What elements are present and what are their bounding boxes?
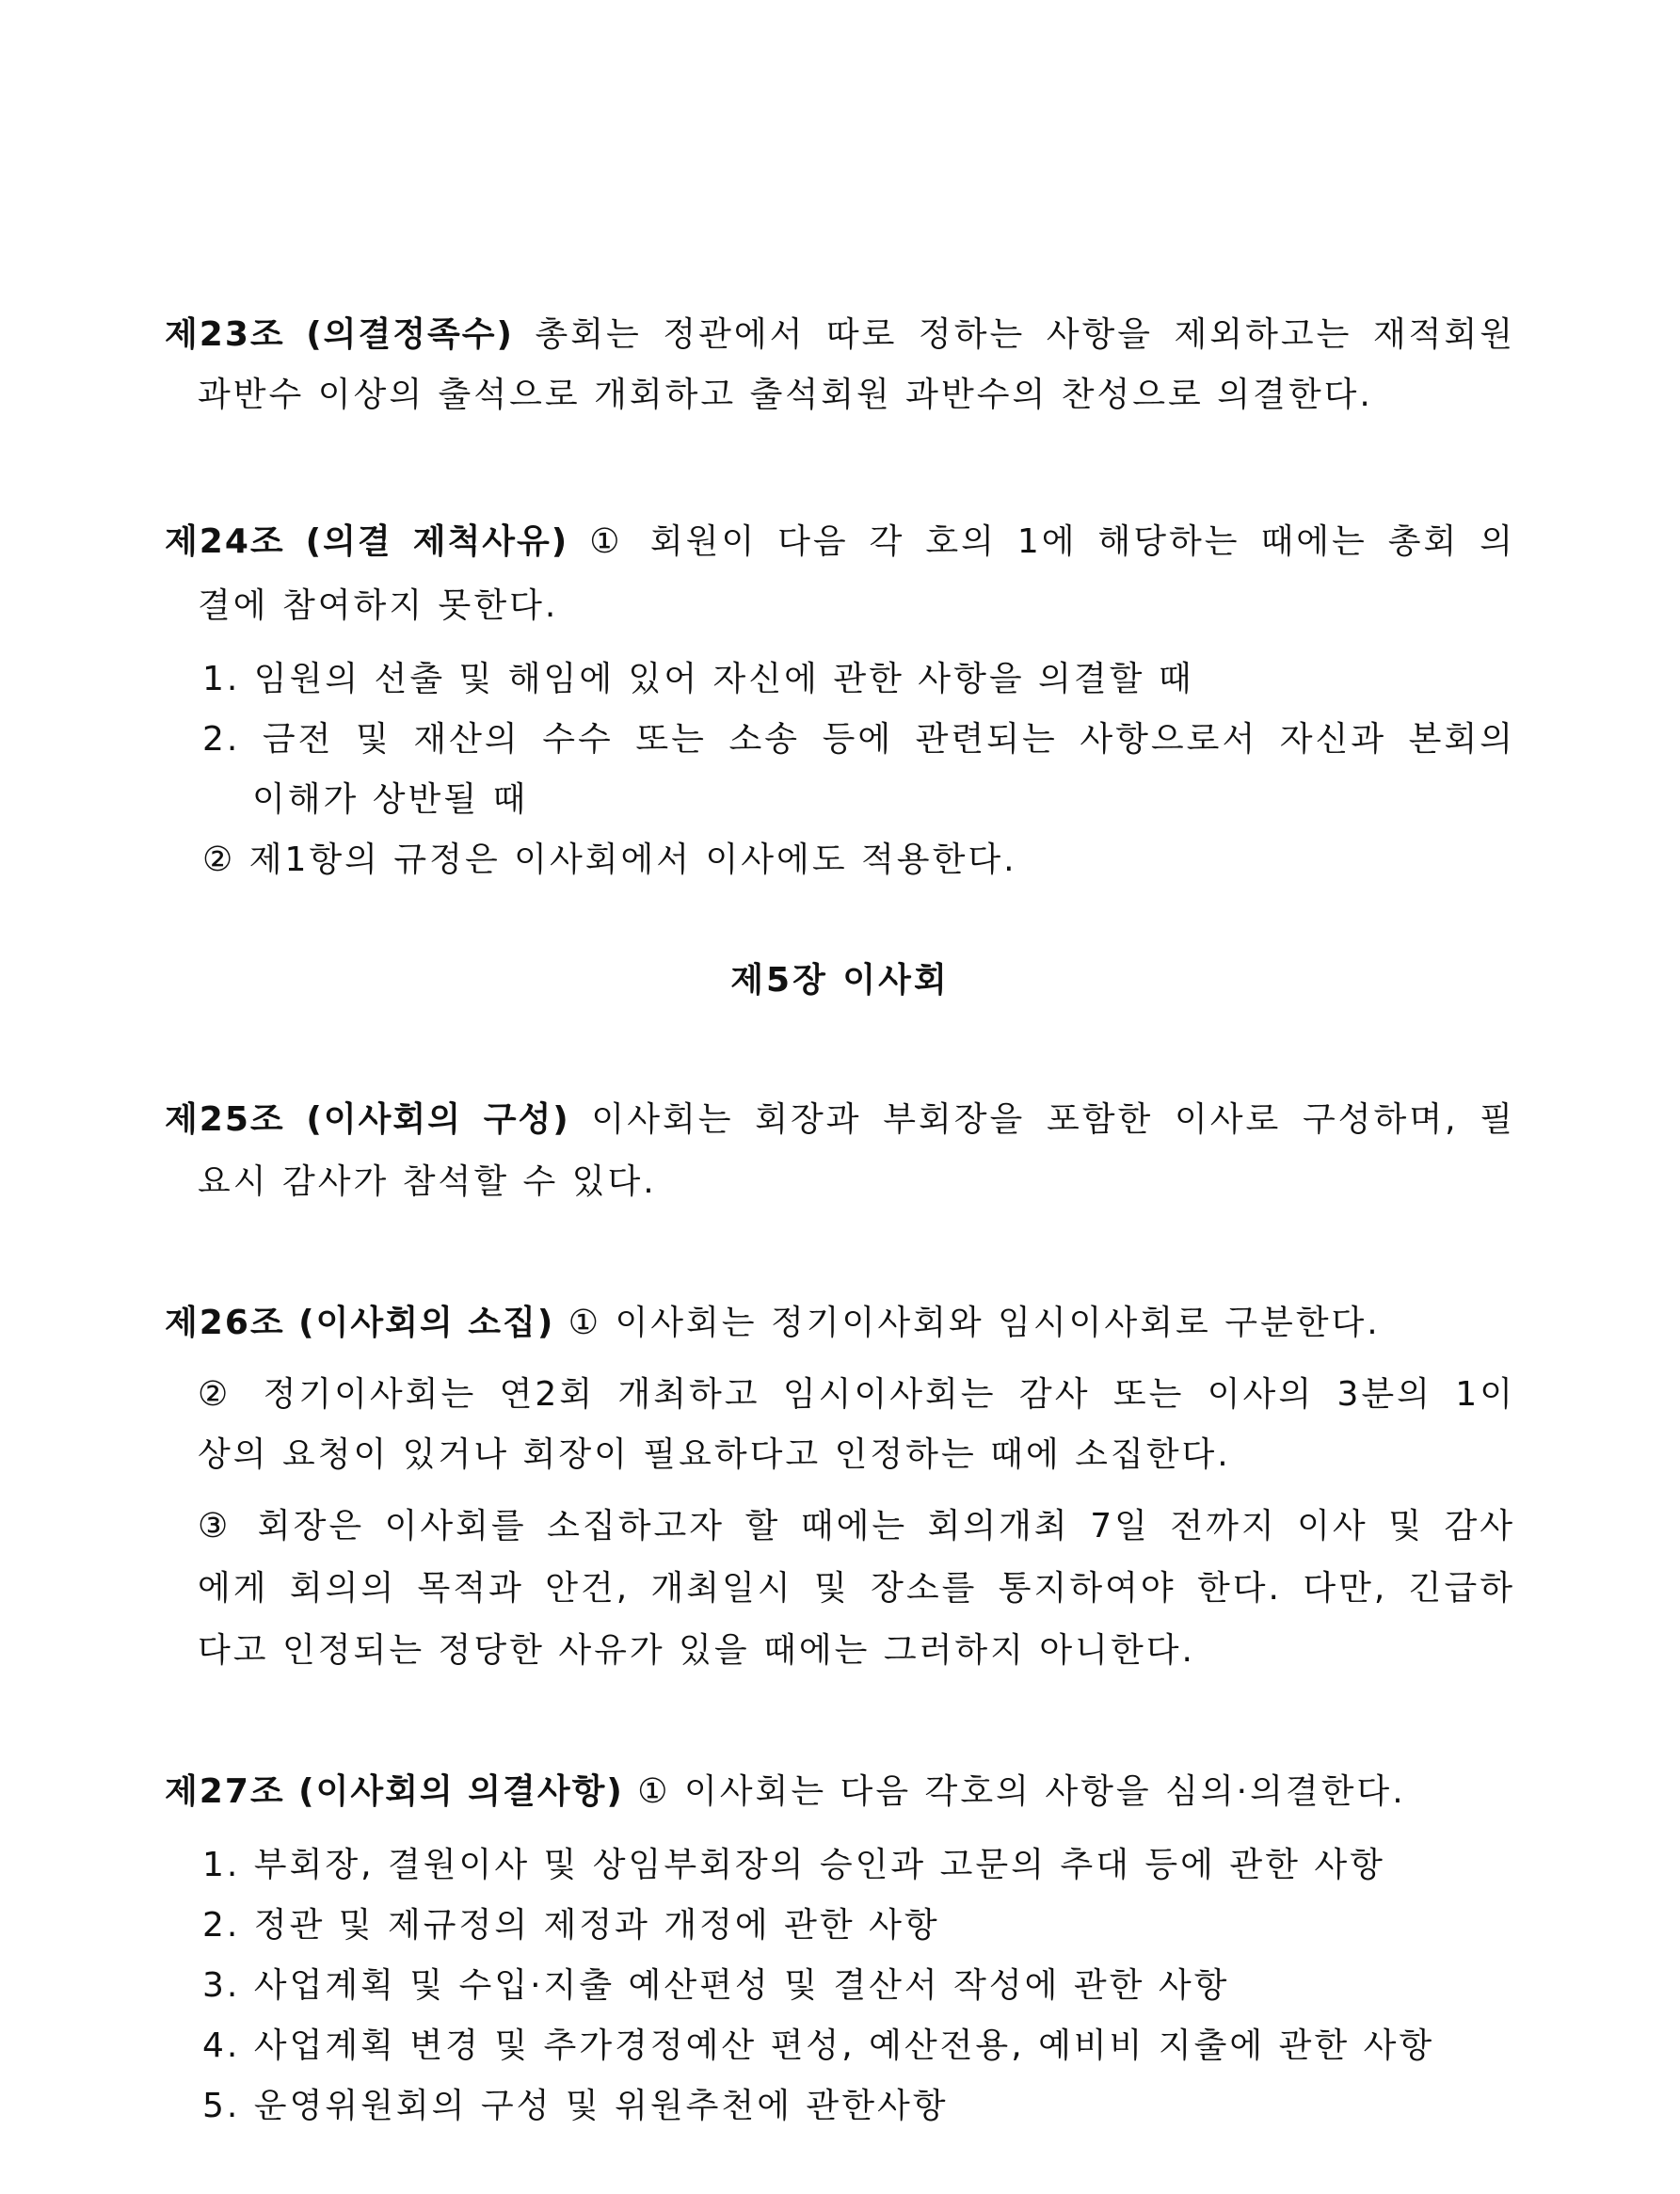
art24-line1 bbox=[165, 520, 1515, 565]
art26-para-3-cont2: 다고 인정되는 정당한 사유가 있을 때에는 그러하지 아니한다. bbox=[198, 1631, 1195, 1670]
art25-text: 이사회는 회장과 부회장을 포함한 이사로 구성하며, 필 bbox=[569, 1100, 1515, 1139]
art24-item-2-cont: 이해가 상반될 때 bbox=[252, 780, 529, 819]
art24-item-1: 1. 임원의 선출 및 해임에 있어 자신에 관한 사항을 의결할 때 bbox=[202, 660, 1194, 698]
art26-heading: 제26조 (이사회의 소집) bbox=[165, 1304, 555, 1342]
art23-line1 bbox=[165, 312, 1515, 358]
art26-para-3: ③ 회장은 이사회를 소집하고자 할 때에는 회의개최 7일 전까지 이사 및 감사 bbox=[198, 1507, 1515, 1545]
art24-text: ① 회원이 다음 각 호의 1에 해당하는 때에는 총회 의 bbox=[568, 522, 1516, 561]
art26-para-2: ② 정기이사회는 연2회 개최하고 임시이사회는 감사 또는 이사의 3분의 1이 bbox=[198, 1375, 1515, 1414]
art27-text: ① 이사회는 다음 각호의 사항을 심의·의결한다. bbox=[623, 1772, 1406, 1811]
art26-text: ① 이사회는 정기이사회와 임시이사회로 구분한다. bbox=[554, 1304, 1381, 1342]
art24-item-2: 2. 금전 및 재산의 수수 또는 소송 등에 관련되는 사항으로서 자신과 본회의 bbox=[202, 720, 1515, 759]
art27-heading: 제27조 (이사회의 의결사항) bbox=[165, 1772, 624, 1811]
art27-item-2: 2. 정관 및 제규정의 제정과 개정에 관한 사항 bbox=[202, 1906, 940, 1945]
art27-item-5: 5. 운영위원회의 구성 및 위원추천에 관한사항 bbox=[202, 2087, 949, 2125]
art26-para-2-cont: 상의 요청이 있거나 회장이 필요하다고 인정하는 때에 소집한다. bbox=[198, 1435, 1231, 1474]
art24-para-2: ② 제1항의 규정은 이사회에서 이사에도 적용한다. bbox=[202, 841, 1017, 879]
art27-line1 bbox=[165, 1770, 1406, 1815]
art27-item-3: 3. 사업계획 및 수입·지출 예산편성 및 결산서 작성에 관한 사항 bbox=[202, 1966, 1230, 2005]
art24-line2: 결에 참여하지 못한다. bbox=[198, 586, 559, 625]
art23-line2: 과반수 이상의 출석으로 개회하고 출석회원 과반수의 찬성으로 의결한다. bbox=[198, 376, 1373, 414]
art25-line1 bbox=[165, 1097, 1515, 1143]
art24-heading: 제24조 (의결 제척사유) bbox=[165, 522, 569, 561]
art23-heading: 제23조 (의결정족수) bbox=[165, 315, 515, 354]
art26-line1 bbox=[165, 1301, 1381, 1346]
art26-para-3-cont1: 에게 회의의 목적과 안건, 개최일시 및 장소를 통지하여야 한다. 다만, 긴급하 bbox=[198, 1569, 1515, 1608]
chapter-title: 제5장 이사회 bbox=[730, 961, 950, 1000]
art23-text: 총회는 정관에서 따로 정하는 사항을 제외하고는 재적회원 bbox=[514, 315, 1515, 354]
art27-item-4: 4. 사업계획 변경 및 추가경정예산 편성, 예산전용, 예비비 지출에 관한 사항 bbox=[202, 2026, 1435, 2065]
art27-item-1: 1. 부회장, 결원이사 및 상임부회장의 승인과 고문의 추대 등에 관한 사항 bbox=[202, 1846, 1385, 1884]
art25-line2: 요시 감사가 참석할 수 있다. bbox=[198, 1162, 657, 1201]
art25-heading: 제25조 (이사회의 구성) bbox=[165, 1100, 570, 1139]
